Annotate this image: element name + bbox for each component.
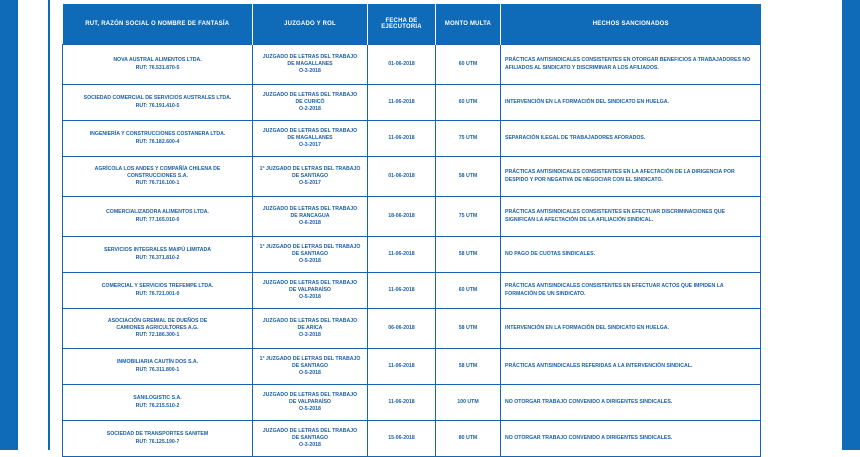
cell-juzgado	[253, 421, 368, 457]
cell-monto: 75 UTM	[436, 197, 501, 237]
cell-monto: 60 UTM	[436, 45, 501, 85]
cell-line: O-3-2018	[299, 68, 321, 74]
cell-juzgado	[253, 273, 368, 309]
cell-fecha: 01-06-2018	[368, 157, 436, 197]
cell-fecha: 11-06-2018	[368, 85, 436, 121]
header-empresa: RUT, RAZÓN SOCIAL O NOMBRE DE FANTASÍA	[63, 4, 253, 45]
cell-line: SOCIEDAD DE TRANSPORTES SANITEM	[106, 431, 209, 438]
cell-juzgado	[253, 157, 368, 197]
cell-line: SOCIEDAD COMERCIAL DE SERVICIOS AUSTRALES LTDA.	[83, 95, 232, 102]
cell-hechos: NO OTORGAR TRABAJO CONVENIDO A DIRIGENTES SINDICALES.	[501, 385, 761, 421]
table-row	[63, 197, 761, 237]
cell-empresa	[63, 421, 253, 457]
cell-monto: 100 UTM	[436, 385, 501, 421]
cell-line: AGRÍCOLA LOS ANDES Y COMPAÑÍA CHILENA DE	[94, 165, 221, 172]
cell-empresa	[63, 121, 253, 157]
cell-line: RUT: 76.182.600-4	[135, 138, 180, 145]
cell-line: DE SANTIAGO	[291, 362, 329, 369]
cell-line: O-3-2017	[299, 142, 321, 148]
cell-line: 1° JUZGADO DE LETRAS DEL TRABAJO	[259, 355, 361, 362]
cell-line: O-5-2018	[299, 370, 321, 376]
table-row	[63, 85, 761, 121]
table-row	[63, 237, 761, 273]
cell-line: DE SANTIAGO	[291, 172, 329, 179]
cell-line: O-3-2018	[299, 442, 321, 448]
cell-empresa	[63, 45, 253, 85]
cell-line: SERVICIOS INTEGRALES MAIPÚ LIMITADA	[103, 247, 212, 254]
cell-line: DE RANCAGUA	[290, 212, 330, 219]
header-hechos: HECHOS SANCIONADOS	[501, 4, 761, 45]
cell-hechos: PRÁCTICAS ANTISINDICALES CONSISTENTES EN EFECTUAR ACTOS QUE IMPIDEN LA FORMACIÓN DE UN SINDICATO.	[501, 273, 761, 309]
cell-line: JUZGADO DE LETRAS DEL TRABAJO	[262, 205, 358, 212]
cell-line: JUZGADO DE LETRAS DEL TRABAJO	[262, 279, 358, 286]
cell-juzgado	[253, 349, 368, 385]
header-fecha: FECHA DE EJECUTORIA	[368, 4, 436, 45]
cell-monto: 58 UTM	[436, 237, 501, 273]
cell-line: O-5-2018	[299, 406, 321, 412]
cell-line: DE CURICÓ	[295, 98, 325, 105]
cell-line: O-5-2018	[299, 294, 321, 300]
cell-fecha: 15-06-2018	[368, 421, 436, 457]
cell-line: DE MAGALLANES	[287, 60, 333, 67]
table-row	[63, 349, 761, 385]
cell-line: JUZGADO DE LETRAS DEL TRABAJO	[262, 391, 358, 398]
cell-line: RUT: 72.186.300-1	[135, 332, 180, 338]
cell-juzgado	[253, 309, 368, 349]
cell-monto: 60 UTM	[436, 273, 501, 309]
cell-line: DE SANTIAGO	[291, 434, 329, 441]
cell-line: JUZGADO DE LETRAS DEL TRABAJO	[262, 91, 358, 98]
cell-line: JUZGADO DE LETRAS DEL TRABAJO	[262, 127, 358, 134]
table-header-row	[63, 4, 761, 45]
cell-line: 1° JUZGADO DE LETRAS DEL TRABAJO	[259, 243, 361, 250]
cell-line: O-2-2018	[299, 106, 321, 112]
header-juzgado: JUZGADO Y ROL	[253, 4, 368, 45]
cell-line: INGENIERÍA Y CONSTRUCCIONES COSTANERA LTDA.	[89, 131, 226, 138]
cell-hechos: NO PAGO DE CUOTAS SINDICALES.	[501, 237, 761, 273]
table-row	[63, 421, 761, 457]
cell-hechos: SEPARACIÓN ILEGAL DE TRABAJADORES AFORADOS.	[501, 121, 761, 157]
cell-line: RUT: 77.165.010-0	[135, 216, 180, 223]
cell-hechos: PRÁCTICAS ANTISINDICALES CONSISTENTES EN LA AFECTACIÓN DE LA DIRIGENCIA POR DESPIDO Y POR NEGATIVA DE NEGOCIAR CON EL SINDICATO.	[501, 157, 761, 197]
cell-line: RUT: 76.721.001-0	[135, 290, 180, 297]
cell-line: ASOCIACIÓN GREMIAL DE DUEÑOS DE	[107, 317, 208, 324]
cell-empresa	[63, 349, 253, 385]
cell-line: INMOBILIARIA CAUTÍN DOS S.A.	[116, 359, 199, 366]
cell-line: 1° JUZGADO DE LETRAS DEL TRABAJO	[259, 165, 361, 172]
cell-monto: 58 UTM	[436, 309, 501, 349]
cell-line: JUZGADO DE LETRAS DEL TRABAJO	[262, 53, 358, 60]
cell-juzgado	[253, 85, 368, 121]
cell-line: DE VALPARAÍSO	[289, 398, 331, 405]
cell-empresa	[63, 237, 253, 273]
cell-line: RUT: 76.371.810-2	[135, 254, 180, 261]
cell-fecha: 11-06-2018	[368, 273, 436, 309]
cell-monto: 58 UTM	[436, 349, 501, 385]
table-row	[63, 121, 761, 157]
cell-empresa	[63, 85, 253, 121]
cell-juzgado	[253, 197, 368, 237]
cell-juzgado	[253, 45, 368, 85]
sanctions-table	[62, 4, 761, 457]
cell-monto: 60 UTM	[436, 85, 501, 121]
cell-line: DE SANTIAGO	[291, 250, 329, 257]
cell-line: COMERCIALIZADORA ALIMENTOS LTDA.	[106, 209, 209, 216]
cell-monto: 80 UTM	[436, 421, 501, 457]
cell-line: RUT: 76.125.190-7	[135, 438, 180, 445]
cell-empresa	[63, 309, 253, 349]
cell-fecha: 06-06-2018	[368, 309, 436, 349]
cell-hechos: INTERVENCIÓN EN LA FORMACIÓN DEL SINDICATO EN HUELGA.	[501, 85, 761, 121]
cell-juzgado	[253, 385, 368, 421]
cell-fecha: 11-06-2018	[368, 237, 436, 273]
cell-empresa	[63, 197, 253, 237]
cell-line: RUT: 76.716.100-1	[135, 180, 180, 186]
cell-line: RUT: 76.191.410-5	[135, 102, 180, 109]
cell-line: CONSTRUCCIONES S.A.	[127, 172, 188, 179]
cell-line: O-6-2018	[299, 220, 321, 226]
cell-line: CAMIONES AGRICULTORES A.G.	[116, 324, 199, 331]
cell-line: DE VALPARAÍSO	[289, 286, 331, 293]
cell-line: DE ARICA	[297, 324, 323, 331]
table-row	[63, 385, 761, 421]
table-row	[63, 309, 761, 349]
cell-line: RUT: 76.215.510-2	[135, 402, 180, 409]
cell-empresa	[63, 273, 253, 309]
cell-fecha: 01-06-2018	[368, 45, 436, 85]
cell-juzgado	[253, 237, 368, 273]
cell-hechos: NO OTORGAR TRABAJO CONVENIDO A DIRIGENTES SINDICALES.	[501, 421, 761, 457]
cell-monto: 75 UTM	[436, 121, 501, 157]
cell-empresa	[63, 157, 253, 197]
cell-line: NOVA AUSTRAL ALIMENTOS LTDA.	[113, 57, 202, 64]
header-monto: MONTO MULTA	[436, 4, 501, 45]
cell-fecha: 18-06-2018	[368, 197, 436, 237]
cell-line: SANILOGISTIC S.A.	[133, 395, 182, 402]
cell-hechos: PRÁCTICAS ANTISINDICALES CONSISTENTES EN EFECTUAR DISCRIMINACIONES QUE SIGNIFICAN LA AFECTACIÓN DE LA AFILIACIÓN SINDICAL.	[501, 197, 761, 237]
table-row	[63, 45, 761, 85]
cell-fecha: 11-06-2018	[368, 121, 436, 157]
cell-line: RUT: 76.531.870-5	[135, 64, 180, 71]
table-row	[63, 157, 761, 197]
cell-line: O-3-2018	[299, 332, 321, 338]
cell-empresa	[63, 385, 253, 421]
cell-line: O-5-2017	[299, 180, 321, 186]
table-row	[63, 273, 761, 309]
cell-line: RUT: 76.311.800-1	[135, 366, 180, 373]
cell-hechos: INTERVENCIÓN EN LA FORMACIÓN DEL SINDICATO EN HUELGA.	[501, 309, 761, 349]
cell-hechos: PRÁCTICAS ANTISINDICALES CONSISTENTES EN OTORGAR BENEFICIOS A TRABAJADORES NO AFILIADOS AL SINDICATO Y DISCRIMINAR A LOS AFILIADOS.	[501, 45, 761, 85]
cell-line: O-5-2018	[299, 258, 321, 264]
cell-fecha: 11-06-2018	[368, 385, 436, 421]
cell-hechos: PRÁCTICAS ANTISINDICALES REFERIDAS A LA INTERVENCIÓN SINDICAL.	[501, 349, 761, 385]
cell-line: DE MAGALLANES	[287, 134, 333, 141]
cell-line: COMERCIAL Y SERVICIOS TREFEMPE LTDA.	[101, 283, 214, 290]
cell-line: JUZGADO DE LETRAS DEL TRABAJO	[262, 427, 358, 434]
cell-fecha: 11-06-2018	[368, 349, 436, 385]
cell-monto: 58 UTM	[436, 157, 501, 197]
cell-line: JUZGADO DE LETRAS DEL TRABAJO	[262, 317, 358, 324]
cell-juzgado	[253, 121, 368, 157]
